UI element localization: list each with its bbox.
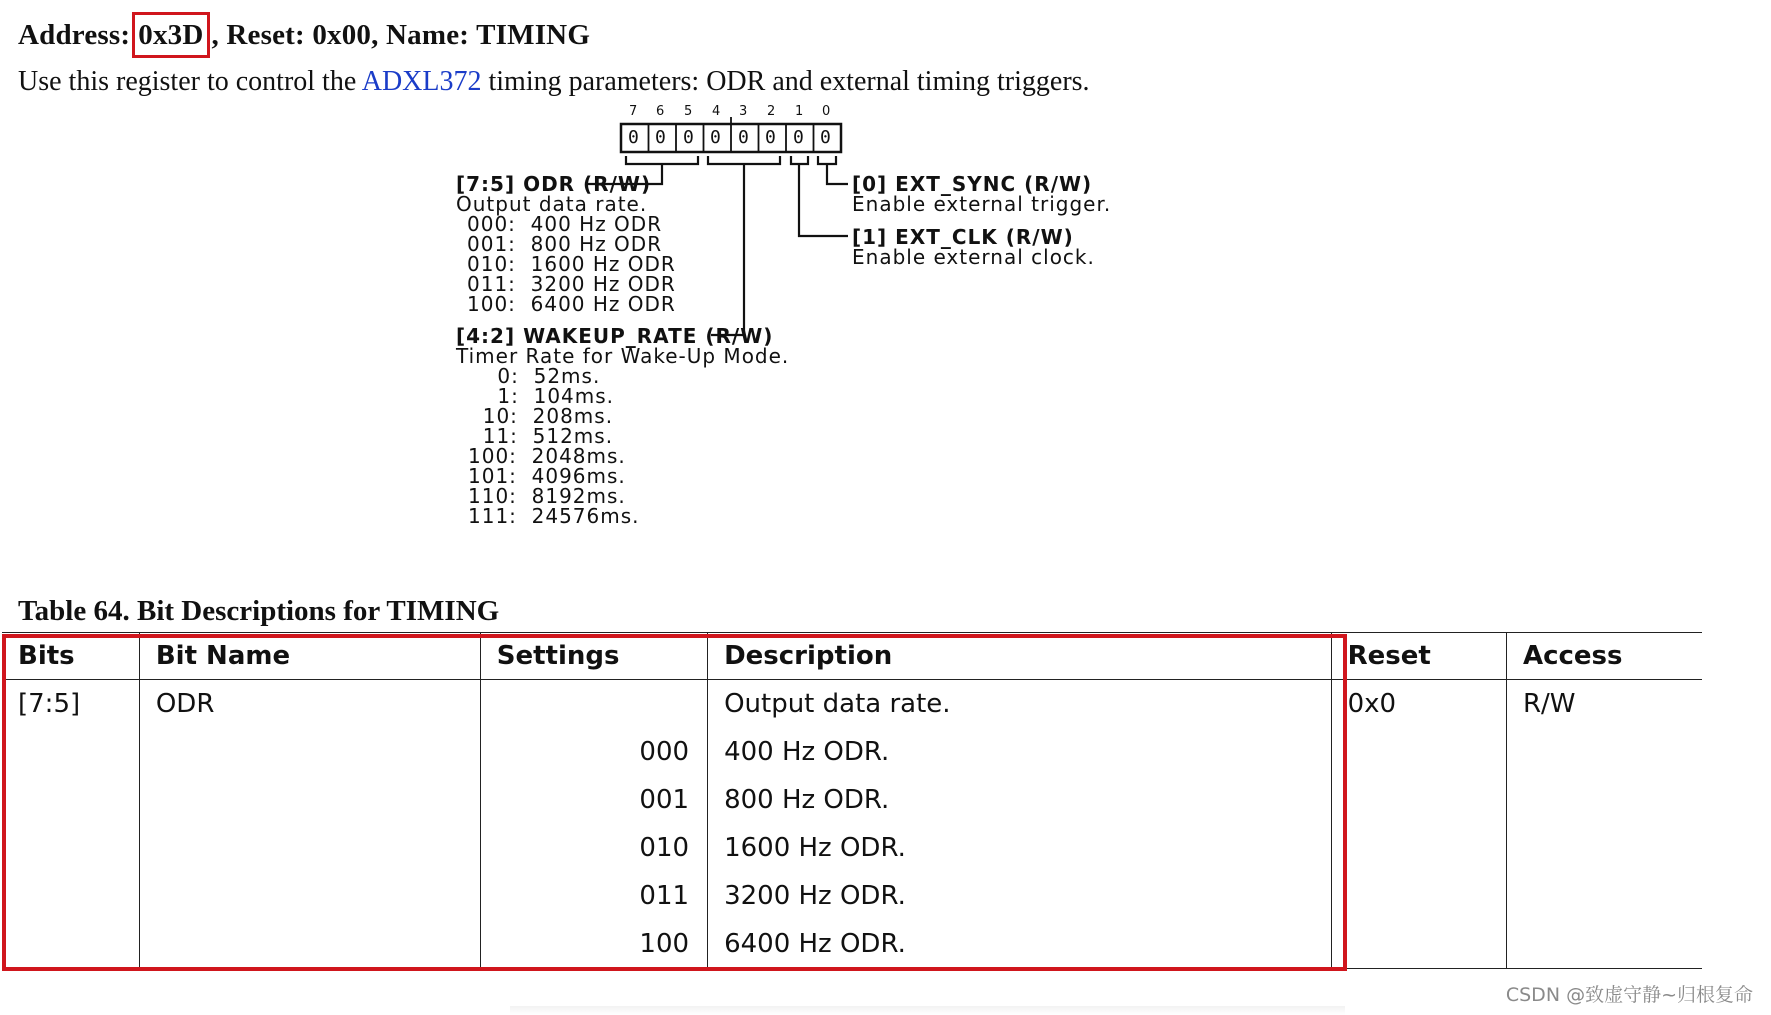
odr-field-title: [7:5] ODR (R/W) <box>456 172 652 196</box>
cell-bit-name <box>139 920 480 969</box>
odr-option: 100: 6400 Hz ODR <box>467 292 676 316</box>
cell-bit-name <box>139 728 480 776</box>
cell-setting: 010 <box>480 824 707 872</box>
header-bit-name: Bit Name <box>139 633 480 680</box>
cell-bit-name: ODR <box>139 680 480 729</box>
ext-clk-field-title: [1] EXT_CLK (R/W) <box>852 225 1074 249</box>
table-row <box>2 776 1702 824</box>
cell-bits <box>2 824 139 872</box>
wakeup-rate-option: 11: 512ms. <box>468 424 614 448</box>
bit-value: 0 <box>793 127 805 148</box>
wakeup-rate-field-title: [4:2] WAKEUP_RATE (R/W) <box>456 324 774 348</box>
cell-setting: 100 <box>480 920 707 969</box>
bit-number: 7 <box>629 104 639 119</box>
bit-value: 0 <box>683 127 695 148</box>
table-row <box>2 728 1702 776</box>
cell-reset <box>1331 824 1506 872</box>
cell-setting: 001 <box>480 776 707 824</box>
page-bottom-shadow <box>510 1006 1345 1015</box>
bit-number: 0 <box>822 104 832 119</box>
cell-setting <box>480 680 707 729</box>
cell-description: 400 Hz ODR. <box>708 728 1332 776</box>
cell-access <box>1506 728 1702 776</box>
header-description: Description <box>708 633 1332 680</box>
address-label: Address: <box>18 19 131 51</box>
cell-bit-name <box>139 824 480 872</box>
address-reset-name: , Reset: 0x00, Name: TIMING <box>211 19 591 51</box>
cell-reset <box>1331 920 1506 969</box>
table-row <box>2 824 1702 872</box>
bit-value: 0 <box>738 127 750 148</box>
bit-number: 3 <box>739 104 749 119</box>
wakeup-rate-option: 110: 8192ms. <box>468 484 626 508</box>
header-access: Access <box>1506 633 1702 680</box>
cell-bits <box>2 728 139 776</box>
watermark: CSDN @致虚守静~归根复命 <box>1505 984 1753 1006</box>
cell-bits <box>2 872 139 920</box>
cell-reset <box>1331 872 1506 920</box>
bit-number: 4 <box>712 104 722 119</box>
wakeup-rate-option: 0: 52ms. <box>468 364 601 388</box>
wakeup-rate-option: 101: 4096ms. <box>468 464 626 488</box>
cell-reset: 0x0 <box>1331 680 1506 729</box>
cell-access <box>1506 824 1702 872</box>
cell-description: 1600 Hz ODR. <box>708 824 1332 872</box>
cell-access <box>1506 920 1702 969</box>
wakeup-rate-option: 100: 2048ms. <box>468 444 626 468</box>
ext-sync-field-desc: Enable external trigger. <box>852 192 1112 216</box>
ext-clk-field-desc: Enable external clock. <box>852 245 1095 269</box>
bit-number: 5 <box>684 104 694 119</box>
header-bits: Bits <box>2 633 139 680</box>
table-row <box>2 920 1702 969</box>
table-row <box>2 680 1702 729</box>
cell-access <box>1506 776 1702 824</box>
odr-option: 010: 1600 Hz ODR <box>467 252 676 276</box>
intro-text-before: Use this register to control the <box>18 66 362 97</box>
cell-description: 800 Hz ODR. <box>708 776 1332 824</box>
table-row <box>2 872 1702 920</box>
bit-value: 0 <box>765 127 777 148</box>
wakeup-rate-option: 10: 208ms. <box>468 404 614 428</box>
intro-text-after: timing parameters: ODR and external timing triggers. <box>481 66 1090 97</box>
adxl372-link[interactable]: ADXL372 <box>361 66 482 97</box>
wakeup-rate-field-desc: Timer Rate for Wake-Up Mode. <box>456 344 790 368</box>
cell-setting: 011 <box>480 872 707 920</box>
bit-number: 1 <box>795 104 805 119</box>
header-reset: Reset <box>1331 633 1506 680</box>
table-header-row <box>2 633 1702 680</box>
cell-description: Output data rate. <box>708 680 1332 729</box>
odr-field-desc: Output data rate. <box>456 192 648 216</box>
bit-value: 0 <box>820 127 832 148</box>
bit-value: 0 <box>710 127 722 148</box>
bit-value: 0 <box>655 127 667 148</box>
header-settings: Settings <box>480 633 707 680</box>
wakeup-rate-option: 111: 24576ms. <box>468 504 640 528</box>
cell-bits: [7:5] <box>18 689 81 719</box>
cell-bit-name <box>139 776 480 824</box>
bit-number: 2 <box>767 104 777 119</box>
cell-reset <box>1331 776 1506 824</box>
bit-descriptions-table <box>2 633 1702 969</box>
cell-description: 3200 Hz ODR. <box>708 872 1332 920</box>
table-title: Table 64. Bit Descriptions for TIMING <box>18 595 500 627</box>
cell-reset <box>1331 728 1506 776</box>
odr-option: 011: 3200 Hz ODR <box>467 272 676 296</box>
cell-description: 6400 Hz ODR. <box>708 920 1332 969</box>
bit-value: 0 <box>628 127 640 148</box>
cell-access: R/W <box>1506 680 1702 729</box>
wakeup-rate-option: 1: 104ms. <box>468 384 615 408</box>
cell-setting: 000 <box>480 728 707 776</box>
odr-option: 000: 400 Hz ODR <box>467 212 663 236</box>
odr-option: 001: 800 Hz ODR <box>467 232 663 256</box>
address-value-highlight: 0x3D <box>132 12 209 58</box>
bit-number: 6 <box>656 104 666 119</box>
cell-bits <box>2 920 139 969</box>
cell-bit-name <box>139 872 480 920</box>
cell-access <box>1506 872 1702 920</box>
cell-bits <box>2 776 139 824</box>
ext-sync-field-title: [0] EXT_SYNC (R/W) <box>852 172 1093 196</box>
